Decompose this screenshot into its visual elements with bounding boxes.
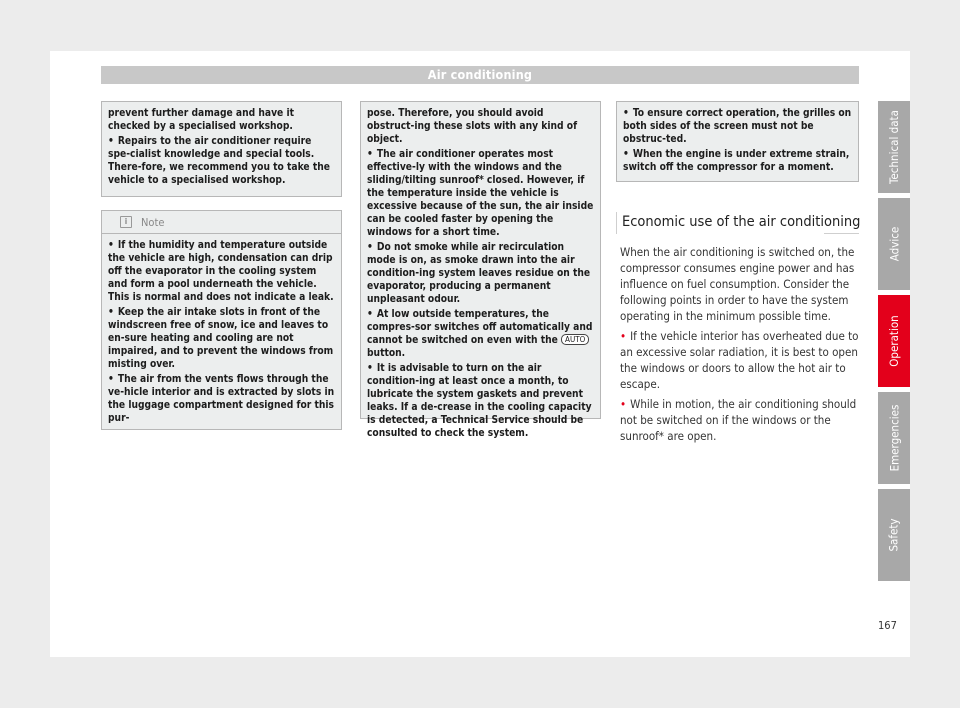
auto-text-after: button. [367,348,406,359]
info-icon: i [120,216,132,228]
body-bullet: • While in motion, the air conditioning should not be switched on if the windows or the sunroof* are open. [620,396,860,444]
note-item: • The air from the vents flows through the ve-hicle interior and is extracted by slots in the luggage compartment designed for this pur- [108,373,335,425]
auto-key: AUTO [561,334,589,345]
tab-operation[interactable]: Operation [878,295,910,387]
note-item-auto [367,308,594,360]
note-continued-box-2 [616,101,859,182]
tab-technical-data[interactable]: Technical data [878,101,910,193]
warning-continued-box [101,101,342,197]
body-bullet: • If the vehicle interior has overheated due to an excessive solar radiation, it is best to open the windows or doors to allow the hot air to escape. [620,328,860,392]
section-heading [616,212,859,234]
intro-paragraph: When the air conditioning is switched on, the compressor consumes engine power and has influence on fuel consumption. Consider the following points in order to have the system operating in the minimum possible time. [620,245,855,323]
warning-text: prevent further damage and have it checked by a specialised workshop. [108,108,294,132]
note-item: • The air conditioner operates most effective-ly with the windows and the sliding/tilting sunroof* closed. However, if the temperature inside the vehicle is excessive because of the sun, the air inside can be cooled faster by opening the windows for a short time. [367,148,594,239]
section-body [620,244,860,448]
tab-safety[interactable]: Safety [878,489,910,581]
note-item: • When the engine is under extreme strain, switch off the compressor for a moment. [623,148,852,174]
auto-text-before: At low outside temperatures, the compres-sor switches off automatically and cannot be switched on even with the [367,309,593,346]
tab-advice[interactable]: Advice [878,198,910,290]
note-header [102,211,341,234]
note-continued-box [360,101,601,439]
note-item: • If the humidity and temperature outside the vehicle are high, condensation can drip off the evaporator in the cooling system and form a pool underneath the vehicle. This is normal and does not indicate a leak. [108,239,335,304]
note-box [101,210,342,430]
note-text: pose. Therefore, you should avoid obstruct-ing these slots with any kind of object. [367,108,578,145]
note-item: • It is advisable to turn on the air condition-ing at least once a month, to lubricate the system gaskets and prevent leaks. If a de-crease in the cooling capacity is detected, a Technical Service should be consulted to check the system. [367,362,594,440]
note-item: • Keep the air intake slots in front of the windscreen free of snow, ice and leaves to en-sure heating and cooling are not impaired, and to prevent the windows from misting over. [108,306,335,371]
tab-emergencies[interactable]: Emergencies [878,392,910,484]
chapter-header: Air conditioning [101,66,859,84]
note-label: Note [141,215,165,229]
note-item: • To ensure correct operation, the grilles on both sides of the screen must not be obstruc-ted. [623,107,852,146]
page-number: 167 [878,619,897,632]
note-item: • Do not smoke while air recirculation mode is on, as smoke drawn into the air condition-ing system leaves residue on the evaporator, producing a permanent unpleasant odour. [367,241,594,306]
warning-bullet: • Repairs to the air conditioner require spe-cialist knowledge and special tools. There-fore, we recommend you to take the vehicle to a specialised workshop. [108,135,335,187]
section-title: Economic use of the air conditioning [622,214,861,230]
